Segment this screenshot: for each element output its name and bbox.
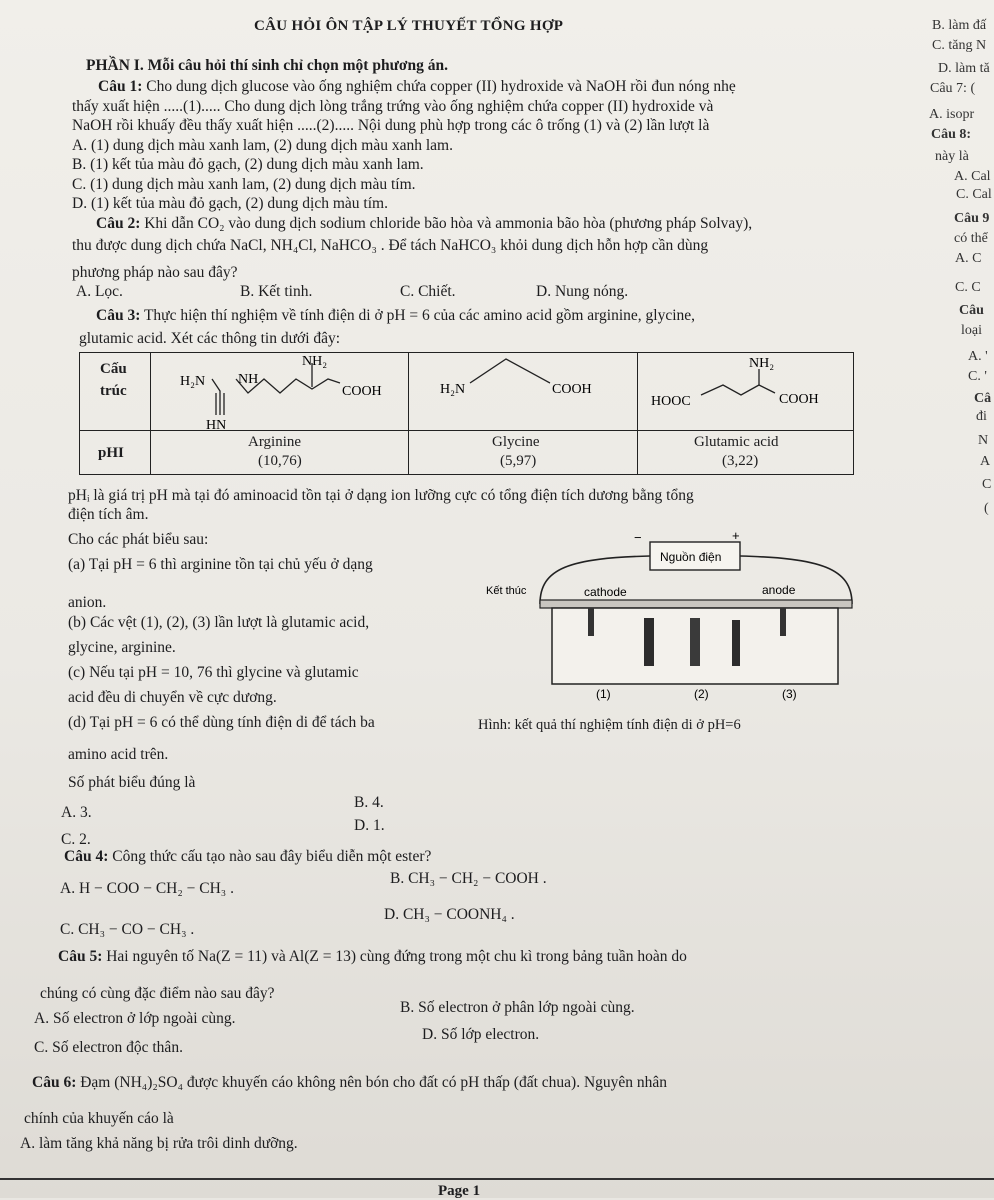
question-3 xyxy=(96,307,695,325)
arg-hn-label: HN xyxy=(206,418,227,429)
electrophoresis-drawing xyxy=(480,528,870,708)
question-text: Đạm (NH₄)₂SO₄ được khuyến cáo không nên bón cho đất có pH thấp (đất chua). Nguyên nhân xyxy=(80,1074,668,1091)
question-1 xyxy=(98,78,736,96)
anode-label: anode xyxy=(762,583,796,597)
question-text: Khi dẫn CO₂ vào dung dịch sodium chloride bão hòa và ammonia bão hòa (phương pháp Solvay), xyxy=(144,215,753,232)
table-value-glycine: (5,97) xyxy=(500,453,537,469)
question-text: chúng có cùng đặc điểm nào sau đây? xyxy=(40,985,275,1002)
question-2 xyxy=(96,215,752,233)
side-text: A. isopr xyxy=(929,107,975,122)
question-label: Câu 6: xyxy=(32,1074,77,1091)
option-c: C. CH₃ − CO − CH₃ . xyxy=(60,921,195,938)
side-text: A. C xyxy=(955,251,982,266)
side-text: C xyxy=(982,477,992,492)
note-text: điện tích âm. xyxy=(68,506,149,523)
side-text: Câ xyxy=(974,391,992,406)
option-b: B. Số electron ở phân lớp ngoài cùng. xyxy=(400,999,635,1016)
glu-nh2-label: NH₂ xyxy=(749,356,775,371)
option-a: A. 3. xyxy=(61,804,92,821)
glu-hooc-label: HOOC xyxy=(651,394,691,409)
arg-cooh-label: COOH xyxy=(342,384,382,399)
gly-h2n-label: H₂N xyxy=(440,382,466,397)
statement-d: amino acid trên. xyxy=(68,746,169,763)
side-text: B. làm đấ xyxy=(932,18,987,33)
table-header-phi: pHI xyxy=(98,445,124,461)
document-title: CÂU HỎI ÔN TẬP LÝ THUYẾT TỔNG HỢP xyxy=(254,18,564,34)
side-text: N xyxy=(978,433,989,448)
question-text: phương pháp nào sau đây? xyxy=(72,264,238,281)
table-divider xyxy=(150,353,151,474)
option-d: D. Nung nóng. xyxy=(536,283,629,300)
table-header-structure: trúc xyxy=(100,383,127,399)
note-text: pHᵢ là giá trị pH mà tại đó aminoacid tồn tại ở dạng ion lưỡng cực có tổng điện tích dương bằng tổng xyxy=(68,487,694,504)
spot-2 xyxy=(690,618,700,666)
side-text: loại xyxy=(961,323,982,338)
table-divider xyxy=(408,353,409,474)
side-text: đi xyxy=(976,409,987,424)
option-a: A. Lọc. xyxy=(76,283,123,300)
arg-h2n-label: H₂N xyxy=(180,374,206,389)
plus-sign: + xyxy=(732,528,740,543)
option-c: C. 2. xyxy=(61,831,91,848)
question-6 xyxy=(32,1074,667,1092)
side-text: C. ' xyxy=(968,369,987,384)
arg-nh2-label: NH₂ xyxy=(302,354,328,369)
option-d: D. Số lớp electron. xyxy=(422,1026,540,1043)
table-divider xyxy=(637,353,638,474)
side-text: C. C xyxy=(955,280,981,295)
option-a: A. H − COO − CH₂ − CH₃ . xyxy=(60,880,234,897)
table-name-glycine: Glycine xyxy=(492,434,540,450)
option-d: D. (1) kết tủa màu đỏ gạch, (2) dung dịch màu tím. xyxy=(72,195,388,212)
question-text: Cho dung dịch glucose vào ống nghiệm chứa copper (II) hydroxide và NaOH rồi đun nóng nhẹ xyxy=(146,78,736,95)
statement-a: anion. xyxy=(68,594,107,611)
question-text: thấy xuất hiện .....(1)..... Cho dung dịch lòng trắng trứng vào ống nghiệm chứa copper (II) hydroxide và xyxy=(72,98,714,115)
question-text: Thực hiện thí nghiệm về tính điện di ở pH = 6 của các amino acid gồm arginine, glycine, xyxy=(143,307,696,324)
question-text: glutamic acid. Xét các thông tin dưới đây: xyxy=(79,330,341,347)
power-source-label: Nguồn điện xyxy=(660,550,722,564)
option-a: A. làm tăng khả năng bị rửa trôi dinh dưỡng. xyxy=(20,1135,298,1152)
question-4 xyxy=(64,848,431,866)
option-b: B. Kết tinh. xyxy=(240,283,313,300)
question-ask: Số phát biểu đúng là xyxy=(68,774,196,791)
footer-rule xyxy=(0,1178,994,1180)
minus-sign: − xyxy=(634,530,642,545)
anode-electrode xyxy=(780,608,786,636)
spot-1-label: (1) xyxy=(596,687,611,701)
side-text: D. làm tă xyxy=(938,61,990,76)
side-text: C. tăng N xyxy=(932,38,987,53)
side-text: A. ' xyxy=(968,349,988,364)
option-a: A. Số electron ở lớp ngoài cùng. xyxy=(34,1010,236,1027)
question-text: Hai nguyên tố Na(Z = 11) và Al(Z = 13) cùng đứng trong một chu kì trong bảng tuần hoàn do xyxy=(106,948,687,965)
statement-c: (c) Nếu tại pH = 10, 76 thì glycine và glutamic xyxy=(68,664,359,681)
arg-nh-label: NH xyxy=(238,372,259,387)
table-divider xyxy=(80,430,853,431)
page-number: Page 1 xyxy=(438,1183,481,1199)
question-label: Câu 2: xyxy=(96,215,141,232)
table-value-glutamic-acid: (3,22) xyxy=(722,453,759,469)
side-text: C. Cal xyxy=(956,187,992,202)
side-text: Câu xyxy=(959,303,984,318)
amino-acid-table xyxy=(79,352,854,475)
question-text: chính của khuyến cáo là xyxy=(24,1110,174,1127)
option-b: B. CH₃ − CH₂ − COOH . xyxy=(390,870,547,887)
cathode-label: cathode xyxy=(584,585,627,599)
table-value-arginine: (10,76) xyxy=(258,453,302,469)
spot-3-label: (3) xyxy=(782,687,797,701)
option-b: B. (1) kết tủa màu đỏ gạch, (2) dung dịch màu xanh lam. xyxy=(72,156,424,173)
question-text: NaOH rồi khuấy đều thấy xuất hiện .....(2)..... Nội dung phù hợp trong các ô trống (1) và (2) lần lượt là xyxy=(72,117,710,134)
spot-2-label: (2) xyxy=(694,687,709,701)
statement-b: glycine, arginine. xyxy=(68,639,176,656)
electrophoresis-diagram xyxy=(480,528,870,708)
statements-intro: Cho các phát biểu sau: xyxy=(68,531,209,548)
option-c: C. Chiết. xyxy=(400,283,456,300)
side-text: này là xyxy=(935,149,969,164)
side-text: Câu 9 xyxy=(954,211,990,226)
side-text: A xyxy=(980,454,991,469)
glutamic-acid-structure xyxy=(639,353,853,429)
spot-1 xyxy=(644,618,654,666)
clamp-label: Kết thúc xyxy=(486,585,527,597)
option-b: B. 4. xyxy=(354,794,384,811)
side-text: có thể xyxy=(954,231,988,246)
option-c: C. (1) dung dịch màu xanh lam, (2) dung dịch màu tím. xyxy=(72,176,416,193)
option-d: D. CH₃ − COONH₄ . xyxy=(384,906,515,923)
gly-cooh-label: COOH xyxy=(552,382,592,397)
option-c: C. Số electron độc thân. xyxy=(34,1039,183,1056)
question-text: Công thức cấu tạo nào sau đây biểu diễn một ester? xyxy=(112,848,432,865)
question-5 xyxy=(58,948,687,966)
spot-3 xyxy=(732,620,740,666)
question-text: thu được dung dịch chứa NaCl, NH₄Cl, NaHCO₃ . Để tách NaHCO₃ khỏi dung dịch hỗn hợp cần dùng xyxy=(72,237,709,254)
question-label: Câu 3: xyxy=(96,307,141,324)
table-name-glutamic-acid: Glutamic acid xyxy=(694,434,779,450)
statement-d: (d) Tại pH = 6 có thể dùng tính điện di để tách ba xyxy=(68,714,375,731)
diagram-caption: Hình: kết quả thí nghiệm tính điện di ở pH=6 xyxy=(478,717,741,733)
cathode-electrode xyxy=(588,608,594,636)
glu-cooh-label: COOH xyxy=(779,392,819,407)
question-label: Câu 1: xyxy=(98,78,143,95)
side-text: ( xyxy=(984,501,989,516)
statement-c: acid đều di chuyển về cực dương. xyxy=(68,689,277,706)
table-header-structure: Cấu xyxy=(100,361,127,377)
statement-b: (b) Các vệt (1), (2), (3) lần lượt là glutamic acid, xyxy=(68,614,370,631)
question-label: Câu 5: xyxy=(58,948,103,965)
side-text: Câu 8: xyxy=(931,127,972,142)
side-text: Câu 7: ( xyxy=(930,81,976,96)
arginine-structure xyxy=(152,353,407,429)
question-label: Câu 4: xyxy=(64,848,109,865)
section-header: PHẦN I. Mỗi câu hỏi thí sinh chỉ chọn một phương án. xyxy=(86,57,448,74)
glycine-structure xyxy=(410,353,637,429)
option-a: A. (1) dung dịch màu xanh lam, (2) dung dịch màu xanh lam. xyxy=(72,137,453,154)
option-d: D. 1. xyxy=(354,817,385,834)
statement-a: (a) Tại pH = 6 thì arginine tồn tại chủ yếu ở dạng xyxy=(68,556,373,573)
table-name-arginine: Arginine xyxy=(248,434,302,450)
side-text: A. Cal xyxy=(954,169,991,184)
